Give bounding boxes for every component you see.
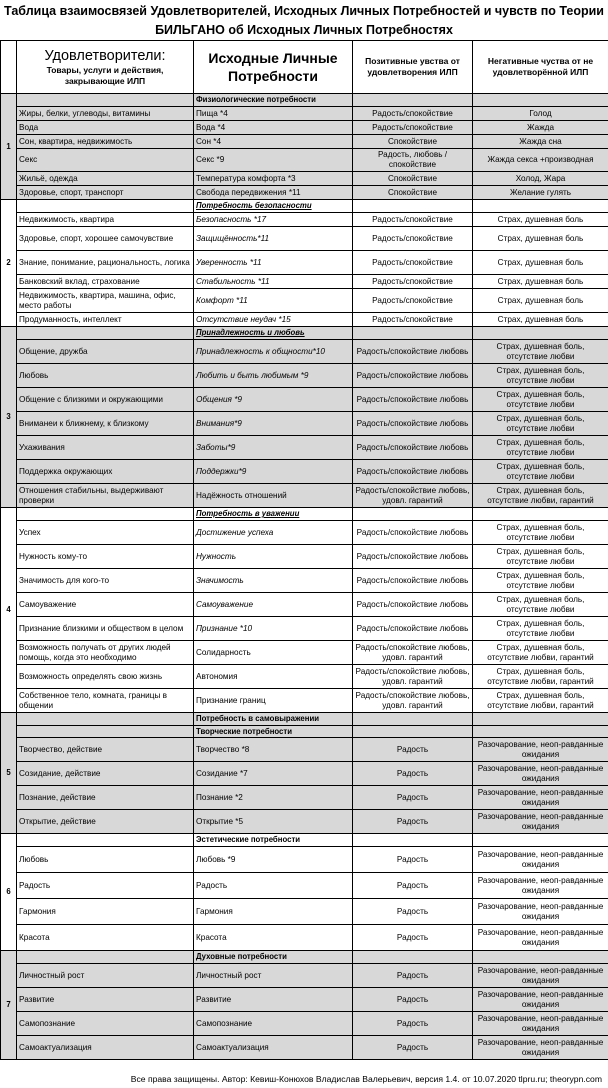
- need-cell: Стабильность *11: [194, 275, 353, 289]
- positive-feeling-cell: Радость/спокойствие любовь: [353, 340, 473, 364]
- positive-feeling-cell: Спокойствие: [353, 135, 473, 149]
- positive-feeling-cell: Радость: [353, 925, 473, 951]
- negative-feeling-cell: Жажда: [473, 121, 608, 135]
- header-negative-label: Негативные чуства от не удовлетворённой ИЛП: [487, 56, 594, 77]
- need-cell: Открытие *5: [194, 810, 353, 834]
- subsection-title: Творческие потребности: [194, 726, 353, 738]
- table-row: [1, 810, 608, 834]
- table-row: [1, 227, 608, 251]
- negative-feeling-cell: Страх, душевная боль, отсутствие любви: [473, 460, 608, 484]
- table-row: [1, 988, 608, 1012]
- header-needs: [194, 41, 353, 94]
- positive-feeling-cell: Радость/спокойствие любовь: [353, 460, 473, 484]
- negative-feeling-cell: Разочарование, неоп-равданные ожидания: [473, 847, 608, 873]
- negative-feeling-cell: Страх, душевная боль: [473, 227, 608, 251]
- satisfier-cell: Сон, квартира, недвижимость: [17, 135, 194, 149]
- satisfier-cell: Здоровье, спорт, транспорт: [17, 186, 194, 200]
- section-empty-cell: [17, 726, 194, 738]
- section-title: Потребность безопасности: [194, 200, 353, 213]
- satisfier-cell: Гармония: [17, 899, 194, 925]
- table-row: [1, 617, 608, 641]
- table-row: [1, 484, 608, 508]
- positive-feeling-cell: Радость/спокойствие любовь, удовл. гарантий: [353, 665, 473, 689]
- positive-feeling-cell: Радость/спокойствие: [353, 227, 473, 251]
- table-row: [1, 172, 608, 186]
- section-empty-cell: [473, 951, 608, 964]
- need-cell: Признание границ: [194, 689, 353, 713]
- positive-feeling-cell: Радость/спокойствие любовь: [353, 388, 473, 412]
- negative-feeling-cell: Голод: [473, 107, 608, 121]
- section-title: Принадлежность и любовь: [194, 327, 353, 340]
- negative-feeling-cell: Разочарование, неоп-равданные ожидания: [473, 810, 608, 834]
- table-header-row: [1, 41, 608, 94]
- section-empty-cell: [473, 713, 608, 726]
- group-number: 6: [1, 834, 17, 951]
- positive-feeling-cell: Радость: [353, 988, 473, 1012]
- need-cell: Свобода передвижения *11: [194, 186, 353, 200]
- satisfier-cell: Созидание, действие: [17, 762, 194, 786]
- negative-feeling-cell: Страх, душевная боль: [473, 275, 608, 289]
- need-cell: Комфорт *11: [194, 289, 353, 313]
- section-row: [1, 508, 608, 521]
- positive-feeling-cell: Радость/спокойствие любовь: [353, 436, 473, 460]
- section-title: Духовные потребности: [194, 951, 353, 964]
- need-cell: Любить и быть любимым *9: [194, 364, 353, 388]
- section-empty-cell: [17, 327, 194, 340]
- need-cell: Заботы*9: [194, 436, 353, 460]
- table-row: [1, 665, 608, 689]
- table-row: [1, 121, 608, 135]
- header-satisfiers-subtitle: Товары, услуги и действия, закрывающие ИЛП: [46, 64, 164, 86]
- positive-feeling-cell: Спокойствие: [353, 172, 473, 186]
- satisfier-cell: Радость: [17, 873, 194, 899]
- table-row: [1, 873, 608, 899]
- need-cell: Сон *4: [194, 135, 353, 149]
- satisfier-cell: Жильё, одежда: [17, 172, 194, 186]
- need-cell: Поддержки*9: [194, 460, 353, 484]
- satisfier-cell: Собственное тело, комната, границы в общении: [17, 689, 194, 713]
- table-row: [1, 388, 608, 412]
- negative-feeling-cell: Страх, душевная боль, отсутствие любви: [473, 340, 608, 364]
- table-row: [1, 460, 608, 484]
- table-row: [1, 1036, 608, 1060]
- section-empty-cell: [353, 713, 473, 726]
- need-cell: Любовь *9: [194, 847, 353, 873]
- header-positive-label: Позитивные увства от удовлетворения ИЛП: [365, 56, 460, 77]
- need-cell: Красота: [194, 925, 353, 951]
- table-row: [1, 275, 608, 289]
- negative-feeling-cell: Разочарование, неоп-равданные ожидания: [473, 925, 608, 951]
- section-empty-cell: [17, 200, 194, 213]
- positive-feeling-cell: Радость: [353, 964, 473, 988]
- table-row: [1, 786, 608, 810]
- need-cell: Творчество *8: [194, 738, 353, 762]
- section-empty-cell: [17, 508, 194, 521]
- negative-feeling-cell: Жажда секса +производная: [473, 149, 608, 172]
- need-cell: Температура комфорта *3: [194, 172, 353, 186]
- satisfier-cell: Вода: [17, 121, 194, 135]
- satisfier-cell: Общение с близкими и окружающими: [17, 388, 194, 412]
- negative-feeling-cell: Разочарование, неоп-равданные ожидания: [473, 964, 608, 988]
- need-cell: Значимость: [194, 569, 353, 593]
- positive-feeling-cell: Спокойствие: [353, 186, 473, 200]
- positive-feeling-cell: Радость/спокойствие любовь: [353, 364, 473, 388]
- need-cell: Внимания*9: [194, 412, 353, 436]
- section-empty-cell: [17, 834, 194, 847]
- group-number: 4: [1, 508, 17, 713]
- satisfier-cell: Развитие: [17, 988, 194, 1012]
- need-cell: Самоуважение: [194, 593, 353, 617]
- table-row: [1, 593, 608, 617]
- table-row: [1, 545, 608, 569]
- table-row: [1, 364, 608, 388]
- positive-feeling-cell: Радость/спокойствие любовь, удовл. гарантий: [353, 689, 473, 713]
- satisfier-cell: Знание, понимание, рациональность, логика: [17, 251, 194, 275]
- table-row: [1, 186, 608, 200]
- need-cell: Общения *9: [194, 388, 353, 412]
- needs-table: [0, 40, 608, 1060]
- section-empty-cell: [353, 94, 473, 107]
- satisfier-cell: Общение, дружба: [17, 340, 194, 364]
- satisfier-cell: Возможность получать от других людей помощь, когда это необходимо: [17, 641, 194, 665]
- negative-feeling-cell: Страх, душевная боль: [473, 213, 608, 227]
- group-number: 1: [1, 94, 17, 200]
- negative-feeling-cell: Страх, душевная боль, отсутствие любви: [473, 569, 608, 593]
- satisfier-cell: Ухаживания: [17, 436, 194, 460]
- section-title: Потребность в самовыражении: [194, 713, 353, 726]
- table-row: [1, 521, 608, 545]
- need-cell: Познание *2: [194, 786, 353, 810]
- satisfier-cell: Жиры, белки, углеводы, витамины: [17, 107, 194, 121]
- need-cell: Самопознание: [194, 1012, 353, 1036]
- table-row: [1, 738, 608, 762]
- need-cell: Принадлежность к общности*10: [194, 340, 353, 364]
- positive-feeling-cell: Радость: [353, 786, 473, 810]
- need-cell: Защищённость*11: [194, 227, 353, 251]
- positive-feeling-cell: Радость, любовь /спокойствие: [353, 149, 473, 172]
- negative-feeling-cell: Разочарование, неоп-равданные ожидания: [473, 1036, 608, 1060]
- need-cell: Уверенность *11: [194, 251, 353, 275]
- table-row: [1, 964, 608, 988]
- negative-feeling-cell: Разочарование, неоп-равданные ожидания: [473, 899, 608, 925]
- table-row: [1, 689, 608, 713]
- satisfier-cell: Недвижимость, квартира: [17, 213, 194, 227]
- section-row: [1, 834, 608, 847]
- section-empty-cell: [473, 94, 608, 107]
- positive-feeling-cell: Радость/спокойствие: [353, 251, 473, 275]
- negative-feeling-cell: Желание гулять: [473, 186, 608, 200]
- table-row: [1, 762, 608, 786]
- group-number: 2: [1, 200, 17, 327]
- table-row: [1, 289, 608, 313]
- need-cell: Достижение успеха: [194, 521, 353, 545]
- negative-feeling-cell: Страх, душевная боль: [473, 289, 608, 313]
- positive-feeling-cell: Радость/спокойствие: [353, 107, 473, 121]
- negative-feeling-cell: Разочарование, неоп-равданные ожидания: [473, 738, 608, 762]
- satisfier-cell: Секс: [17, 149, 194, 172]
- need-cell: Самоактуализация: [194, 1036, 353, 1060]
- header-positive: [353, 41, 473, 94]
- positive-feeling-cell: Радость/спокойствие любовь: [353, 569, 473, 593]
- negative-feeling-cell: Страх, душевная боль, отсутствие любви, гарантий: [473, 484, 608, 508]
- section-empty-cell: [473, 834, 608, 847]
- satisfier-cell: Любовь: [17, 364, 194, 388]
- table-row: [1, 569, 608, 593]
- negative-feeling-cell: Страх, душевная боль: [473, 313, 608, 327]
- negative-feeling-cell: Разочарование, неоп-равданные ожидания: [473, 1012, 608, 1036]
- section-title: Потребность в уважении: [194, 508, 353, 521]
- table-row: [1, 107, 608, 121]
- satisfier-cell: Успех: [17, 521, 194, 545]
- satisfier-cell: Продуманность, интеллект: [17, 313, 194, 327]
- positive-feeling-cell: Радость: [353, 873, 473, 899]
- group-number: 7: [1, 951, 17, 1060]
- negative-feeling-cell: Страх, душевная боль, отсутствие любви: [473, 364, 608, 388]
- table-row: [1, 340, 608, 364]
- satisfier-cell: Открытие, действие: [17, 810, 194, 834]
- satisfier-cell: Самоуважение: [17, 593, 194, 617]
- negative-feeling-cell: Страх, душевная боль, отсутствие любви: [473, 593, 608, 617]
- negative-feeling-cell: Разочарование, неоп-равданные ожидания: [473, 786, 608, 810]
- positive-feeling-cell: Радость: [353, 810, 473, 834]
- positive-feeling-cell: Радость/спокойствие любовь: [353, 593, 473, 617]
- positive-feeling-cell: Радость/спокойствие любовь: [353, 412, 473, 436]
- section-empty-cell: [17, 713, 194, 726]
- section-empty-cell: [353, 327, 473, 340]
- table-row: [1, 412, 608, 436]
- section-row: [1, 327, 608, 340]
- negative-feeling-cell: Страх, душевная боль, отсутствие любви: [473, 436, 608, 460]
- positive-feeling-cell: Радость/спокойствие: [353, 289, 473, 313]
- need-cell: Безопасность *17: [194, 213, 353, 227]
- header-negative: [473, 41, 608, 94]
- need-cell: Вода *4: [194, 121, 353, 135]
- table-row: [1, 641, 608, 665]
- satisfier-cell: Банковский вклад, страхование: [17, 275, 194, 289]
- positive-feeling-cell: Радость/спокойствие любовь, удовл. гарантий: [353, 484, 473, 508]
- negative-feeling-cell: Страх, душевная боль: [473, 251, 608, 275]
- positive-feeling-cell: Радость: [353, 1036, 473, 1060]
- section-empty-cell: [353, 508, 473, 521]
- satisfier-cell: Самопознание: [17, 1012, 194, 1036]
- satisfier-cell: Возможность определять свою жизнь: [17, 665, 194, 689]
- section-empty-cell: [353, 726, 473, 738]
- negative-feeling-cell: Разочарование, неоп-равданные ожидания: [473, 873, 608, 899]
- satisfier-cell: Познание, действие: [17, 786, 194, 810]
- table-row: [1, 899, 608, 925]
- section-title: Эстетические потребности: [194, 834, 353, 847]
- section-empty-cell: [353, 951, 473, 964]
- satisfier-cell: Самоактуализация: [17, 1036, 194, 1060]
- satisfier-cell: Красота: [17, 925, 194, 951]
- group-number: 5: [1, 713, 17, 834]
- section-row: [1, 951, 608, 964]
- table-row: [1, 135, 608, 149]
- positive-feeling-cell: Радость/спокойствие: [353, 213, 473, 227]
- section-empty-cell: [473, 200, 608, 213]
- section-empty-cell: [473, 726, 608, 738]
- negative-feeling-cell: Разочарование, неоп-равданные ожидания: [473, 762, 608, 786]
- satisfier-cell: Значимость для кого-то: [17, 569, 194, 593]
- need-cell: Признание *10: [194, 617, 353, 641]
- positive-feeling-cell: Радость: [353, 847, 473, 873]
- satisfier-cell: Любовь: [17, 847, 194, 873]
- need-cell: Пища *4: [194, 107, 353, 121]
- need-cell: Радость: [194, 873, 353, 899]
- section-empty-cell: [353, 200, 473, 213]
- satisfier-cell: Нужность кому-то: [17, 545, 194, 569]
- negative-feeling-cell: Холод, Жара: [473, 172, 608, 186]
- negative-feeling-cell: Страх, душевная боль, отсутствие любви: [473, 617, 608, 641]
- section-row: [1, 713, 608, 726]
- satisfier-cell: Недвижимость, квартира, машина, офис, место работы: [17, 289, 194, 313]
- section-row: [1, 94, 608, 107]
- page-title: Таблица взаимосвязей Удовлетворителей, Исходных Личных Потребностей и чувств по Теории БИЛЬГАНО об Исходных Личных Потребностях: [4, 4, 604, 37]
- need-cell: Развитие: [194, 988, 353, 1012]
- header-satisfiers-title: Удовлетворители:: [44, 47, 166, 64]
- negative-feeling-cell: Страх, душевная боль, отсутствие любви, гарантий: [473, 641, 608, 665]
- positive-feeling-cell: Радость/спокойствие любовь: [353, 617, 473, 641]
- negative-feeling-cell: Страх, душевная боль, отсутствие любви: [473, 521, 608, 545]
- satisfier-cell: Отношения стабильны, выдерживают проверки: [17, 484, 194, 508]
- section-empty-cell: [353, 834, 473, 847]
- positive-feeling-cell: Радость/спокойствие любовь, удовл. гарантий: [353, 641, 473, 665]
- negative-feeling-cell: Страх, душевная боль, отсутствие любви, гарантий: [473, 689, 608, 713]
- header-num-cell: [1, 41, 17, 94]
- negative-feeling-cell: Страх, душевная боль, отсутствие любви: [473, 545, 608, 569]
- positive-feeling-cell: Радость: [353, 1012, 473, 1036]
- positive-feeling-cell: Радость: [353, 762, 473, 786]
- need-cell: Надёжность отношений: [194, 484, 353, 508]
- negative-feeling-cell: Разочарование, неоп-равданные ожидания: [473, 988, 608, 1012]
- need-cell: Секс *9: [194, 149, 353, 172]
- section-row: [1, 200, 608, 213]
- negative-feeling-cell: Жажда сна: [473, 135, 608, 149]
- section-empty-cell: [17, 951, 194, 964]
- negative-feeling-cell: Страх, душевная боль, отсутствие любви: [473, 412, 608, 436]
- section-title: Физиологические потребности: [194, 94, 353, 107]
- positive-feeling-cell: Радость/спокойствие любовь: [353, 521, 473, 545]
- positive-feeling-cell: Радость: [353, 899, 473, 925]
- section-empty-cell: [17, 94, 194, 107]
- need-cell: Нужность: [194, 545, 353, 569]
- need-cell: Автономия: [194, 665, 353, 689]
- header-needs-label: Исходные Личные Потребности: [208, 50, 338, 84]
- positive-feeling-cell: Радость: [353, 738, 473, 762]
- table-row: [1, 925, 608, 951]
- need-cell: Созидание *7: [194, 762, 353, 786]
- need-cell: Отсутствие неудач *15: [194, 313, 353, 327]
- negative-feeling-cell: Страх, душевная боль, отсутствие любви: [473, 388, 608, 412]
- positive-feeling-cell: Радость/спокойствие любовь: [353, 545, 473, 569]
- satisfier-cell: Поддержка окружающих: [17, 460, 194, 484]
- satisfier-cell: Личностный рост: [17, 964, 194, 988]
- satisfier-cell: Признание близкими и обществом в целом: [17, 617, 194, 641]
- section-empty-cell: [473, 508, 608, 521]
- table-row: [1, 847, 608, 873]
- group-number: 3: [1, 327, 17, 508]
- table-row: [1, 1012, 608, 1036]
- positive-feeling-cell: Радость/спокойствие: [353, 121, 473, 135]
- footer-copyright: Все права защищены. Автор: Кевиш-Конюхов Владислав Валерьевич, версия 1.4. от 10.07.2020 tlpru.ru; theorypn.com: [130, 1074, 602, 1084]
- table-row: [1, 251, 608, 275]
- header-satisfiers: [17, 41, 194, 94]
- table-row: [1, 213, 608, 227]
- satisfier-cell: Творчество, действие: [17, 738, 194, 762]
- negative-feeling-cell: Страх, душевная боль, отсутствие любви, гарантий: [473, 665, 608, 689]
- positive-feeling-cell: Радость/спокойствие: [353, 275, 473, 289]
- satisfier-cell: Вниманеи к ближнему, к близкому: [17, 412, 194, 436]
- need-cell: Гармония: [194, 899, 353, 925]
- table-row: [1, 313, 608, 327]
- subsection-row: [1, 726, 608, 738]
- table-row: [1, 436, 608, 460]
- need-cell: Личностный рост: [194, 964, 353, 988]
- satisfier-cell: Здоровье, спорт, хорошее самочувствие: [17, 227, 194, 251]
- section-empty-cell: [473, 327, 608, 340]
- need-cell: Солидарность: [194, 641, 353, 665]
- positive-feeling-cell: Радость/спокойствие: [353, 313, 473, 327]
- table-row: [1, 149, 608, 172]
